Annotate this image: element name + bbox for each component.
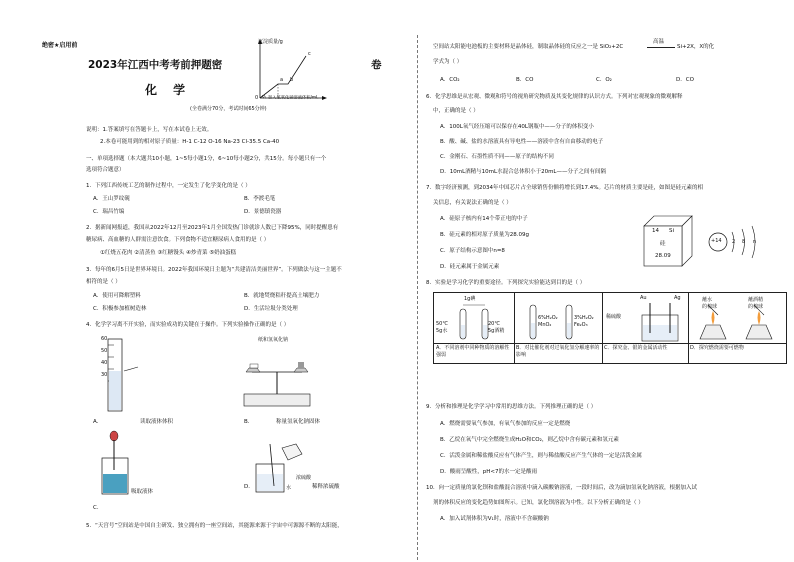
q9-stem: 9．分析和推理是化学学习中常用的思维方法。下列推理正确的是（ ） [426,404,597,410]
q3-option-c: C．积极参加植树造林 [93,306,147,312]
q5-condition: 高温 [653,39,665,45]
instructions-line-2: 2.本卷可能用到的相对原子质量：H-1 C-12 O-16 Na-23 Cl-35.5 Ca-40 [100,139,280,145]
q4-option-a: A． [93,419,103,425]
q4-option-d-caption: 稀释浓硫酸 [312,484,340,490]
q4-b-label-top: 纸和氢氧化钠 [258,337,289,343]
si-name: 硅 [660,241,666,247]
graph-ylabel: 沉淀质量/g [258,39,283,45]
dilution-beaker-icon [252,442,312,496]
q1-option-a: A．王山罗纹砚 [93,196,130,202]
q6-option-d: D．10mL酒精与10mL水混合总体积小于20mL——分子之间有间隔 [440,169,606,175]
q2-options: ①红烧五花肉 ②清蒸鱼 ③红糖馒头 ④炒青菜 ⑤奶油蛋糕 [100,250,237,256]
q8-c-acid: 稀硫酸 [606,314,622,320]
q4-d-water: 水 [286,485,292,491]
q5-option-c: C．O₂ [596,77,612,83]
q8-col-a [434,293,515,363]
page-fold-line [417,35,418,560]
q3-stem-1: 3．每年的6月5日是世界环境日。2022年我国环境日主题为“共建清洁美丽世界”。下列做法与这一主题不 [86,267,342,273]
exam-title-suffix: 卷 [371,59,382,71]
q1-option-d: D．景德镇瓷器 [244,209,282,215]
confidential-seal: 绝密★启用前 [42,42,78,49]
q7-option-a: A．硅原子核内有14个带正电的中子 [440,216,528,222]
q4-option-d: D． [244,484,254,490]
si-shell-1: 2 [732,239,736,245]
q6-option-a: A．100L氧气经压缩可以保存在40L钢瓶中——分子的体积变小 [440,124,594,130]
q8-a-top: 1g碘 [464,296,476,302]
section1-heading-1: 一、单项选择题（本大题共10小题，1~5每小题1分，6~10每小题2分，共15分。每小题只有一个 [86,156,327,162]
q8-col-d [688,293,786,363]
q8-col-c [602,293,689,363]
q3-option-d: D．生活垃圾分类处理 [244,306,298,312]
q1-option-b: B．李渡毛笔 [244,196,276,202]
q7-stem-1: 7．数字经济预测，到2034年中国芯片占全球销售份额将增长到17.4%。芯片的材质主要是硅，如图是硅元素的相 [426,185,703,191]
q5-stem: 5．“天宫号”空间站是中国自主研发、独立拥有的一座空间站，其能源来源于宇宙中可源源不断的太阳能， [86,523,343,529]
q3-option-a: A．使用可降解塑料 [93,293,141,299]
q8-c-caption: C．探究金、银的金属活动性 [604,345,668,351]
q4-option-b: B． [244,419,254,425]
q8-d-right: 蘸酒精 的棉球 [748,297,764,310]
q1-option-c: C．瑞昌竹编 [93,209,125,215]
q8-d-left: 蘸水 的棉球 [702,297,718,310]
q9-option-a: A．燃烧需要氧气参加，有氧气参加的反应一定是燃烧 [440,421,571,427]
q1-stem: 1．下列江西传统工艺的制作过程中，一定发生了化学变化的是（ ） [86,183,251,189]
q8-stem: 8．实验是学习化学的重要途径。下列探究实验能达到目的是（ ） [426,280,586,286]
q10-stem-1: 10．向一定质量的氯化钡和盐酸混合溶液中滴入碳酸钠溶液，一段时间后，改为滴加氢氧化钠溶液，根据加入试 [426,485,698,491]
q8-a-caption: A．不同溶剂中同种物质的溶解性强弱 [436,345,510,358]
q7-option-c: C．原子结构示意图中n=8 [440,248,505,254]
q8-b-left: 6%H₂O₂ MnO₂ [538,315,558,328]
cyl-tick-60: 60 [101,336,108,342]
si-atomic-number: 14 [652,228,659,234]
q9-option-c: C．活泼金属和稀盐酸反应有气体产生，则与稀盐酸反应产生气体的一定是活泼金属 [440,453,642,459]
q8-b-right: 3%H₂O₂ Fe₂O₃ [574,315,594,328]
q5-cont-2: Si+2X，X的化 [677,44,715,50]
q5-option-a: A．CO₂ [440,77,460,83]
graph-origin: 0 [255,95,259,101]
exam-title: 2023年江西中考考前押题密 [88,59,223,71]
q8-col-b [514,293,603,363]
q3-stem-2: 相符的是（ ） [86,279,121,285]
score-info: (全卷满分70分，考试时间65分钟) [190,106,267,112]
q6-option-c: C．金刚石、石墨性质不同——原子的结构不同 [440,154,554,160]
q6-option-b: B．酸、碱、盐的水溶液具有导电性——溶液中含有自由移动的电子 [440,139,604,145]
cyl-tick-50: 50 [101,348,108,354]
q5-cont-1: 空间站太阳能电池板的主要材料是晶体硅，制取晶体硅的反应之一是 SiO₂+2C [433,44,624,50]
cyl-tick-40: 40 [101,360,108,366]
si-shell-3: n [753,239,757,245]
subject-title: 化 学 [145,83,192,97]
q8-c-beaker-icon [636,299,686,343]
balance-scale-icon [238,346,318,416]
graph-xlabel: V₁ 加入氢氧化钠溶液体积/mL [262,95,319,101]
q8-c-au: Au [640,295,647,301]
q6-stem-1: 6．化学思维是从宏观、微观和符号的视角研究物质及其变化规律的认识方式。下列对宏观现象的微观解释 [426,94,683,100]
q5-option-b: B．CO [516,77,534,83]
q5-cont-3: 学式为（ ） [433,59,463,65]
q8-a-left: 50℃ 5g水 [436,321,448,334]
q5-option-d: D．CO [676,77,694,83]
si-atomic-mass: 28.09 [655,253,671,259]
q4-option-a-caption: 读取液体体积 [140,419,174,425]
si-nucleus: +14 [711,238,722,244]
q4-option-b-caption: 称量氢氧化钠固体 [276,419,321,425]
q9-option-d: D．酸雨呈酸性，pH<7的水一定是酸雨 [440,469,537,475]
q7-option-b: B．硅元素的相对原子质量为28.09g [440,232,530,238]
q5-arrow-line [647,47,675,48]
silicon-element-card [640,212,696,268]
q7-option-d: D．硅元素属于金属元素 [440,264,500,270]
q8-c-ag: Ag [674,295,681,301]
q7-stem-2: 关信息，有关说法正确的是（ ） [433,200,512,206]
section1-heading-2: 选项符合题意） [86,167,125,173]
instructions-line-1: 说明：1.答案填写在答题卡上，写在本试卷上无效。 [86,127,213,133]
q8-experiment-table [433,292,787,364]
q4-d-acid: 浓硫酸 [296,475,312,481]
q8-table-divider [434,343,786,344]
q6-stem-2: 中，正确的是（ ） [433,108,479,114]
q8-a-right: 20℃ 5g酒精 [488,321,505,334]
graph-point-c: c [308,51,311,57]
q4-option-c: C． [93,505,103,511]
q2-stem-1: 2．据新闻网报道，我国从2022年12月至2023年1月全国发热门诊就诊人数已下降95%，同时提醒患有 [86,225,339,231]
graph-point-b: b [290,77,294,83]
q3-option-b: B．就地焚烧秸秆提高土壤肥力 [244,293,320,299]
q2-stem-2: 糖尿病、高血糖的人群需注意饮食。下列食物不适宜糖尿病人食用的是（ ） [86,237,270,243]
q4-stem: 4．化学学习离不开实验，而实验成功的关键在于操作。下列实验操作正确的是（ ） [86,322,290,328]
si-symbol: Si [669,228,675,234]
cyl-tick-30: 30 [101,372,108,378]
q10-stem-2: 剂的体积反应的变化趋势如图所示。已知，氯化钡溶液为中性。以下分析正确的是（ ） [433,500,644,506]
q10-option-a: A．加入试剂体积为V₁时，溶液中不含碳酸钠 [440,516,549,522]
q4-option-c-caption: 吸取液体 [131,489,154,495]
q9-option-b: B．乙烷在氧气中完全燃烧生成H₂O和CO₂，则乙烷中含有碳元素和氢元素 [440,437,619,443]
q8-b-caption: B．对比催化剂对过氧化氢分解速率的影响 [516,345,600,358]
graph-point-a: a [280,77,284,83]
q8-d-caption: D．探究燃烧需要可燃物 [690,345,744,351]
si-shell-2: 8 [742,239,746,245]
